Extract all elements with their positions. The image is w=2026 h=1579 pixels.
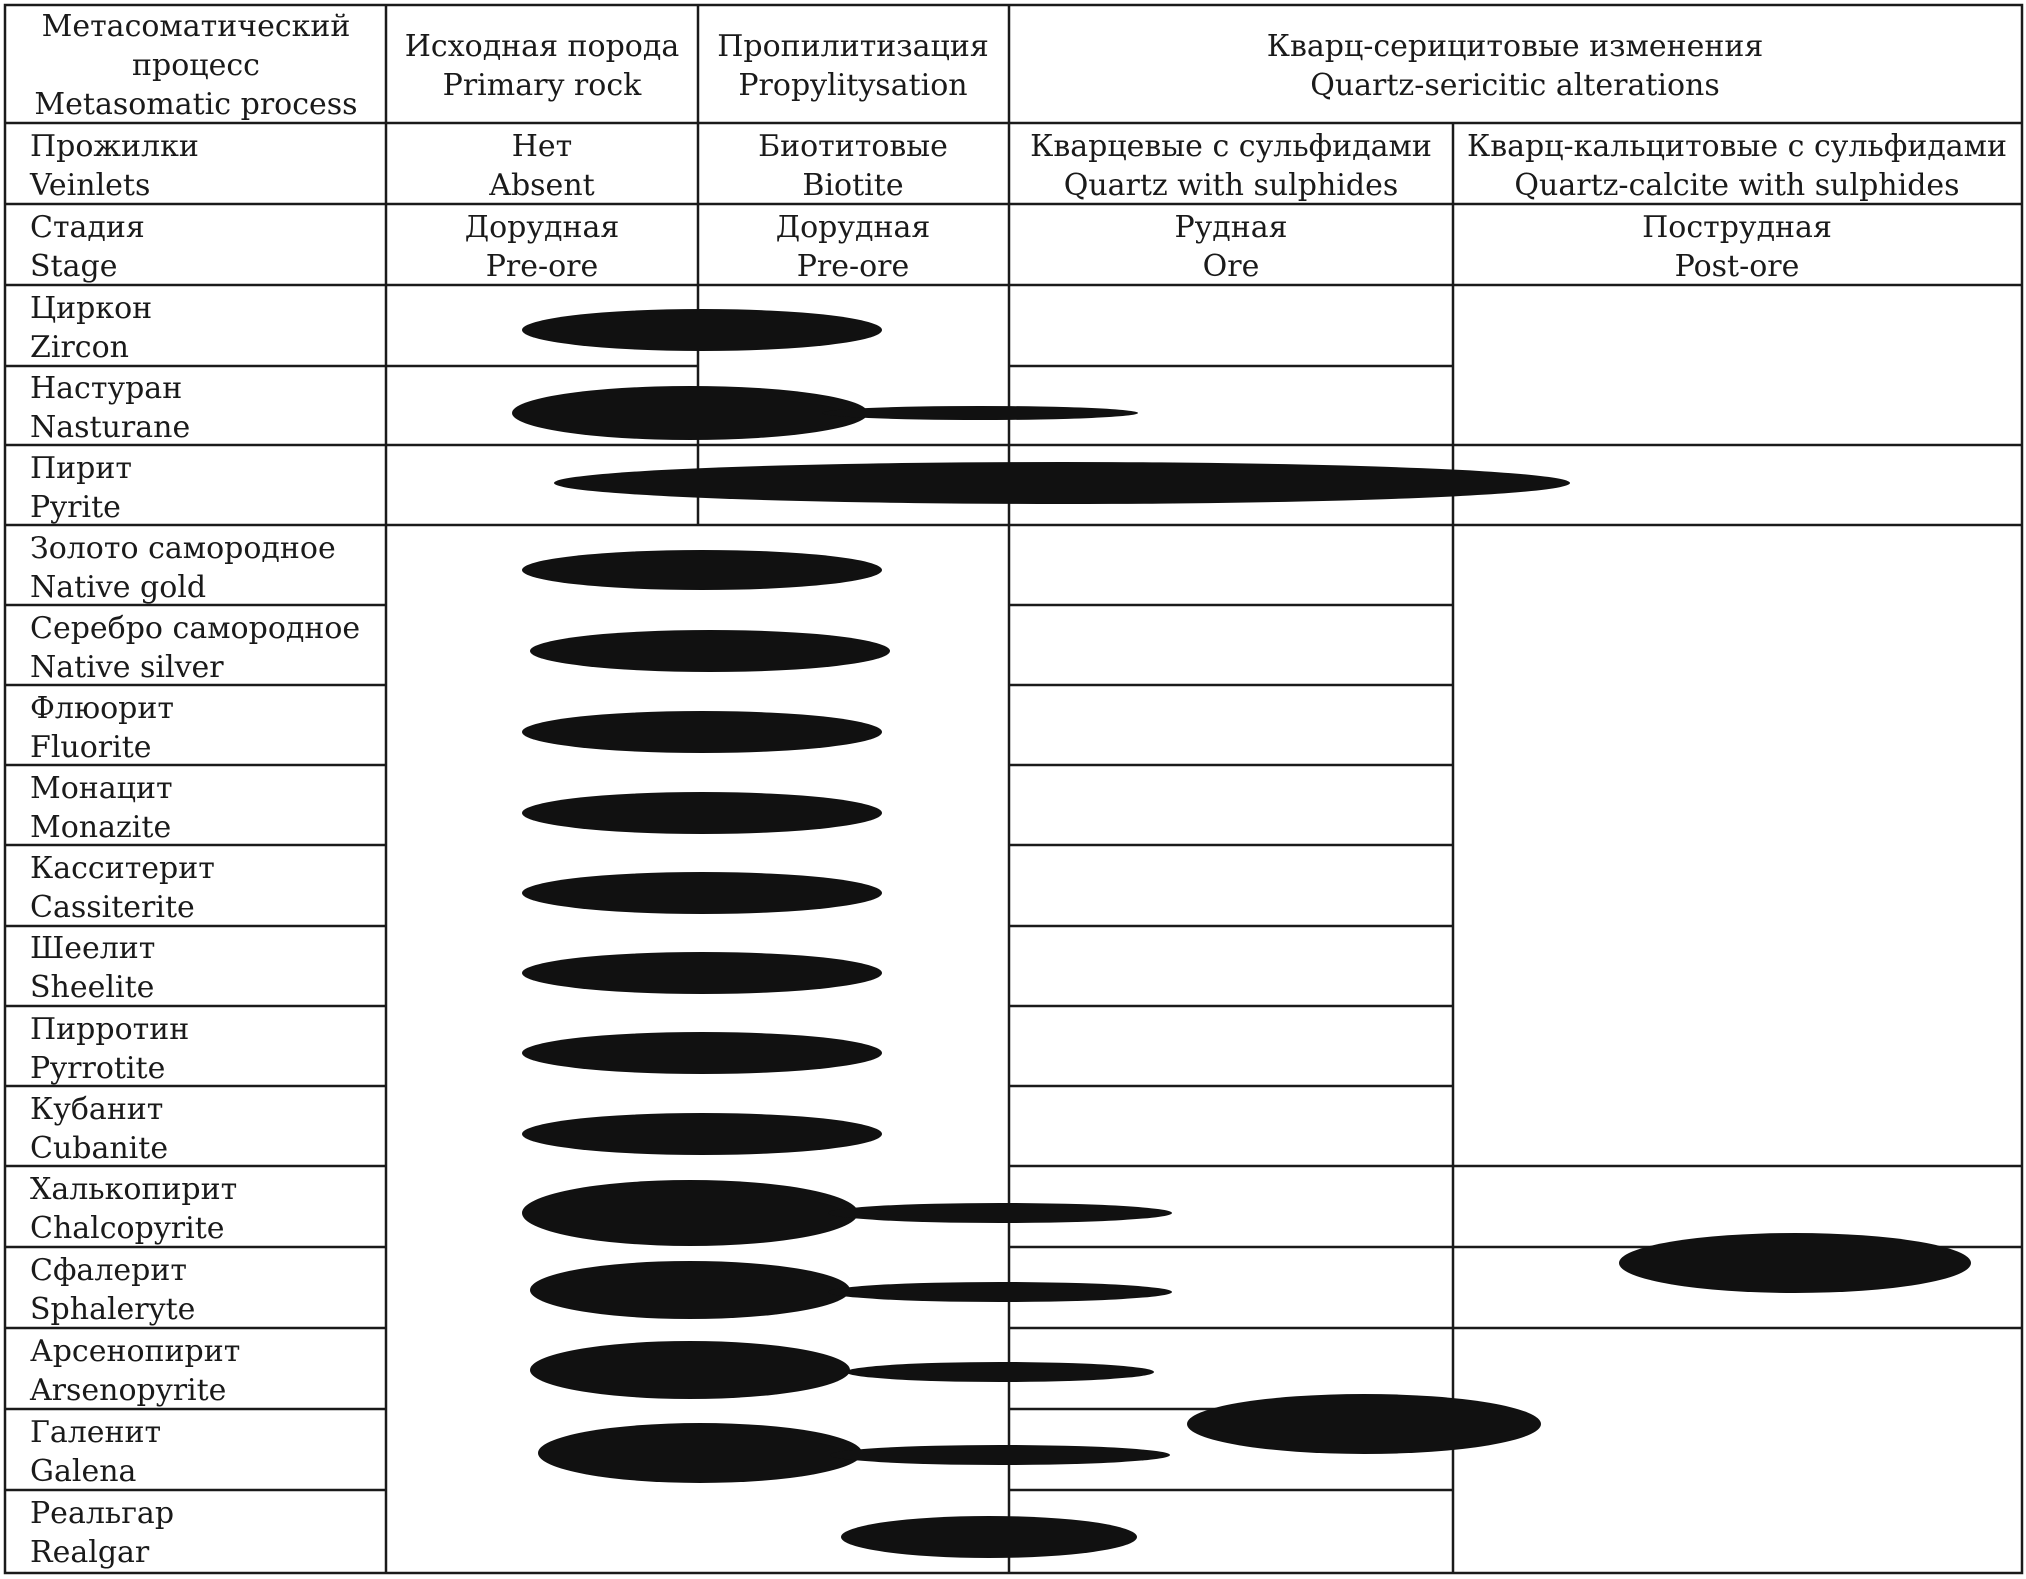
veinlets-label-ru: Прожилки <box>30 129 199 164</box>
mineral-label-ru: Монацит <box>30 771 173 806</box>
mineral-label-en: Pyrite <box>30 490 121 525</box>
mineral-label-en: Native gold <box>30 570 207 605</box>
mineral-label-en: Arsenopyrite <box>30 1373 227 1408</box>
realgar-mark <box>841 1516 1137 1558</box>
header-propyl-en: Propylitysation <box>738 68 968 103</box>
mineral-label-ru: Халькопирит <box>30 1172 238 1207</box>
mineral-label-ru: Пирит <box>30 451 132 486</box>
veinlets-calcite-ru: Кварц-кальцитовые с сульфидами <box>1467 129 2007 164</box>
mineral-label-ru: Касситерит <box>30 851 215 886</box>
mineral-label-ru: Арсенопирит <box>30 1334 241 1369</box>
mineral-label-en: Pyrrotite <box>30 1051 166 1086</box>
header-process-en: Metasomatic process <box>34 87 358 122</box>
veinlets-propyl-ru: Биотитовые <box>758 129 948 164</box>
pyrite-mark <box>554 462 1570 504</box>
nasturane-mark-major <box>512 386 868 440</box>
mineral-label-en: Nasturane <box>30 410 191 445</box>
mineral-label-ru: Флюорит <box>30 691 174 726</box>
sphaleryte-mark-postore <box>1619 1233 1971 1293</box>
pyrrotite-mark <box>522 1032 882 1074</box>
veinlets-primary-ru: Нет <box>511 129 573 164</box>
veinlets-primary-en: Absent <box>489 168 595 203</box>
stage-label-ru: Стадия <box>30 210 145 245</box>
mineral-label-en: Sheelite <box>30 970 155 1005</box>
mineral-label-en: Chalcopyrite <box>30 1211 225 1246</box>
mineral-label-ru: Циркон <box>30 291 153 326</box>
mineral-label-ru: Серебро самородное <box>30 611 361 646</box>
header-primary-en: Primary rock <box>442 68 642 103</box>
mineral-label-ru: Пирротин <box>30 1012 190 1047</box>
mineral-label-ru: Галенит <box>30 1415 162 1450</box>
mineral-label-en: Galena <box>30 1454 137 1489</box>
header-primary-ru: Исходная порода <box>404 29 680 64</box>
native-silver-mark <box>530 630 890 672</box>
veinlets-label-en: Veinlets <box>30 168 151 203</box>
zircon-mark <box>522 309 882 351</box>
mineral-label-ru: Золото самородное <box>30 531 336 566</box>
mineral-label-en: Monazite <box>30 810 172 845</box>
mineral-label-en: Zircon <box>30 330 129 365</box>
chalcopyrite-mark-major <box>522 1180 858 1246</box>
mineral-label-en: Cassiterite <box>30 890 195 925</box>
stage-primary-ru: Дорудная <box>464 210 620 245</box>
veinlets-propyl-en: Biotite <box>802 168 904 203</box>
cubanite-mark <box>522 1113 882 1155</box>
stage-primary-en: Pre-ore <box>485 249 599 284</box>
header-process-ru: Метасоматический <box>41 9 351 44</box>
sphaleryte-mark-major <box>530 1261 850 1319</box>
fluorite-mark <box>522 711 882 753</box>
mineral-label-ru: Реальгар <box>30 1496 175 1531</box>
arsenopyrite-mark-major <box>530 1341 850 1399</box>
header-qs-ru: Кварц-серицитовые изменения <box>1266 29 1764 64</box>
chalcopyrite-mark-tail <box>828 1203 1172 1223</box>
veinlets-calcite-en: Quartz-calcite with sulphides <box>1514 168 1960 203</box>
mineral-label-ru: Шеелит <box>30 931 156 966</box>
galena-mark-major <box>538 1423 862 1483</box>
occurrence-marks <box>512 309 1971 1558</box>
galena-mark-ore <box>1187 1394 1541 1454</box>
veinlets-quartz-ru: Кварцевые с сульфидами <box>1030 129 1432 164</box>
monazite-mark <box>522 792 882 834</box>
veinlets-quartz-en: Quartz with sulphides <box>1063 168 1399 203</box>
nasturane-mark-tail <box>822 406 1138 420</box>
mineral-label-en: Native silver <box>30 650 224 685</box>
header-qs-en: Quartz-sericitic alterations <box>1310 68 1720 103</box>
header-process-ru2: процесс <box>132 48 260 83</box>
stage-ore-ru: Рудная <box>1174 210 1288 245</box>
mineral-label-en: Realgar <box>30 1535 150 1570</box>
stage-label-en: Stage <box>30 249 118 284</box>
stage-ore-en: Ore <box>1202 249 1260 284</box>
arsenopyrite-mark-tail <box>846 1362 1154 1382</box>
mineral-label-ru: Настуран <box>30 371 183 406</box>
mineral-label-en: Sphaleryte <box>30 1292 196 1327</box>
stage-postore-en: Post-ore <box>1674 249 1800 284</box>
mineral-label-en: Fluorite <box>30 730 152 765</box>
stage-postore-ru: Пострудная <box>1642 210 1832 245</box>
native-gold-mark <box>522 550 882 590</box>
mineral-label-ru: Сфалерит <box>30 1253 187 1288</box>
stage-propyl-en: Pre-ore <box>796 249 910 284</box>
cassiterite-mark <box>522 872 882 914</box>
galena-mark-tail <box>830 1445 1170 1465</box>
mineral-label-ru: Кубанит <box>30 1092 164 1127</box>
sphaleryte-mark-tail <box>828 1282 1172 1302</box>
stage-propyl-ru: Дорудная <box>775 210 931 245</box>
sheelite-mark <box>522 952 882 994</box>
mineral-label-en: Cubanite <box>30 1131 169 1166</box>
header-propyl-ru: Пропилитизация <box>717 29 989 64</box>
